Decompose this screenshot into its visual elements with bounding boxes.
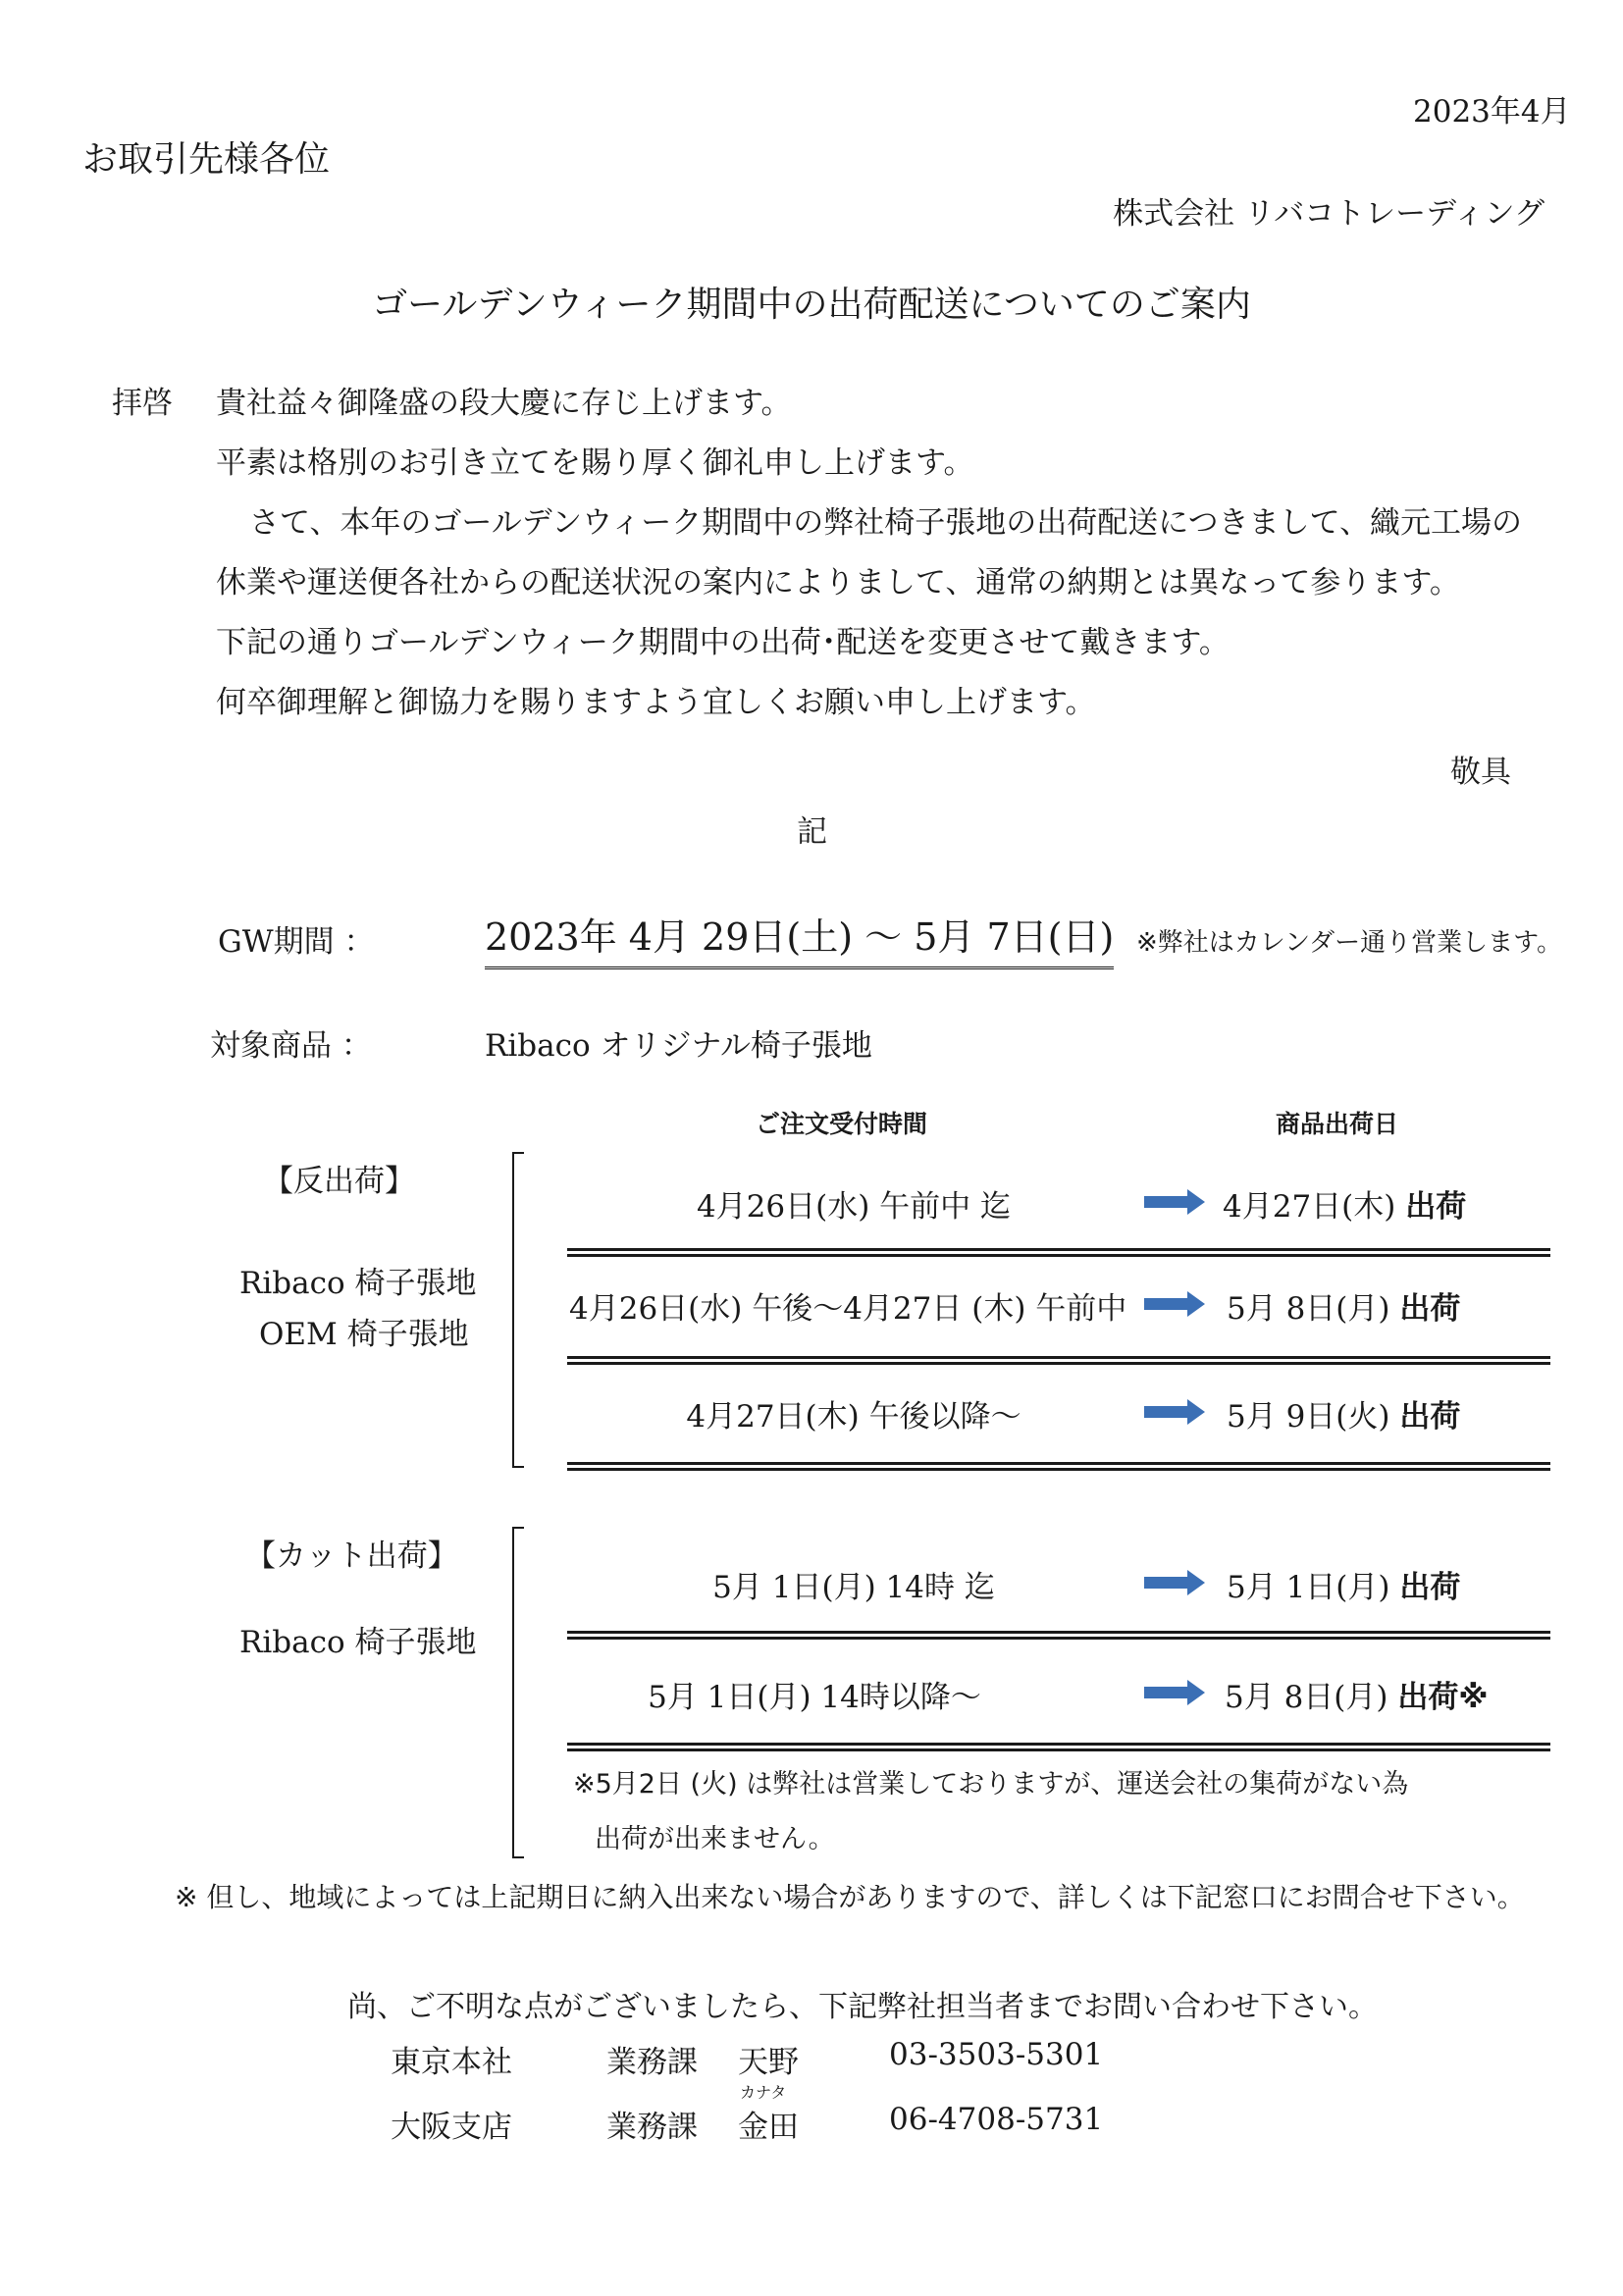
contact-name-ruby: カナタ xyxy=(740,2083,787,2102)
row-divider xyxy=(567,1631,1550,1640)
greeting-line: 下記の通りゴールデンウィーク期間中の出荷･配送を変更させて戴きます。 xyxy=(216,625,1230,660)
tan-heading: 【反出荷】 xyxy=(263,1164,415,1199)
cut-heading: 【カット出荷】 xyxy=(245,1539,458,1574)
greeting-line: 貴社益々御隆盛の段大慶に存じ上げます。 xyxy=(216,386,792,421)
header-ship-date: 商品出荷日 xyxy=(1276,1110,1399,1138)
row-divider xyxy=(567,1462,1550,1471)
gw-label: GW期間 ： xyxy=(218,924,375,960)
greeting-closing: 敬具 xyxy=(1450,755,1511,790)
contact-intro: 尚、ご不明な点がございましたら、下記弊社担当者までお問い合わせ下さい。 xyxy=(347,1990,1378,2024)
gw-period: 2023年 4月 29日(土) ～ 5月 7日(日) xyxy=(485,907,1114,969)
target-value: Ribaco オリジナル椅子張地 xyxy=(485,1028,872,1064)
right-arrow-icon xyxy=(1144,1570,1205,1595)
contact-dept: 業務課 xyxy=(606,2045,698,2080)
sender: 株式会社 リバコトレーディング xyxy=(1113,196,1544,232)
contact-phone: 06-4708-5731 xyxy=(889,2102,1104,2137)
target-label: 対象商品 ： xyxy=(210,1028,372,1064)
cut-row-ship-date: 5月 8日(月) xyxy=(1225,1680,1388,1715)
contact-name: 金田 xyxy=(738,2110,799,2145)
tan-row-ship-date: 5月 9日(火) xyxy=(1227,1399,1390,1435)
document-date: 2023年4月 xyxy=(1413,94,1571,130)
cut-item: Ribaco 椅子張地 xyxy=(239,1625,477,1660)
contact-office: 東京本社 xyxy=(391,2045,512,2080)
tan-row-order: 4月26日(水) 午前中 迄 xyxy=(696,1189,1012,1225)
tan-row-ship xyxy=(1223,1181,1466,1226)
cut-row-ship-suffix: 出荷※ xyxy=(1397,1680,1489,1715)
tan-row-ship xyxy=(1227,1391,1460,1435)
right-arrow-icon xyxy=(1144,1399,1205,1425)
greeting-line: 休業や運送便各社からの配送状況の案内によりまして、通常の納期とは異なって参ります。 xyxy=(216,565,1460,600)
cut-row-order: 5月 1日(月) 14時以降～ xyxy=(648,1680,981,1715)
tan-item: OEM 椅子張地 xyxy=(259,1317,469,1352)
cut-row-ship-date: 5月 1日(月) xyxy=(1227,1570,1390,1605)
gw-note: ※弊社はカレンダー通り営業します。 xyxy=(1136,928,1563,958)
tan-row-ship xyxy=(1227,1283,1460,1328)
contact-name: 天野 xyxy=(738,2045,799,2080)
contact-office: 大阪支店 xyxy=(391,2110,512,2145)
header-order-time: ご注文受付時間 xyxy=(756,1110,928,1138)
tan-item: Ribaco 椅子張地 xyxy=(239,1266,477,1301)
greeting-line: 平素は格別のお引き立てを賜り厚く御礼申し上げます。 xyxy=(216,445,974,481)
tan-row-order: 4月27日(木) 午後以降～ xyxy=(686,1399,1021,1435)
tan-row-ship-suffix: 出荷 xyxy=(1399,1399,1461,1435)
document-title: ゴールデンウィーク期間中の出荷配送についてのご案内 xyxy=(372,285,1251,325)
tan-row-ship-suffix: 出荷 xyxy=(1399,1291,1461,1327)
greeting-line: さて、本年のゴールデンウィーク期間中の弊社椅子張地の出荷配送につきまして、織元工場の xyxy=(249,505,1523,541)
right-arrow-icon xyxy=(1144,1680,1205,1705)
tan-row-ship-date: 5月 8日(月) xyxy=(1227,1291,1390,1327)
contact-dept: 業務課 xyxy=(606,2110,698,2145)
right-arrow-icon xyxy=(1144,1189,1205,1215)
cut-row-ship-suffix: 出荷 xyxy=(1399,1570,1461,1605)
tan-row-ship-suffix: 出荷 xyxy=(1405,1189,1467,1225)
cut-row-order: 5月 1日(月) 14時 迄 xyxy=(712,1570,995,1605)
cut-note: ※5月2日 (火) は弊社は営業しておりますが、運送会社の集荷がない為 xyxy=(573,1769,1409,1800)
greeting-line: 何卒御理解と御協力を賜りますよう宜しくお願い申し上げます。 xyxy=(216,685,1096,720)
ki-mark: 記 xyxy=(797,814,827,850)
greeting-opening: 拝啓 xyxy=(112,386,173,421)
row-divider xyxy=(567,1356,1550,1365)
tan-row-order: 4月26日(水) 午後～4月27日 (木) 午前中 xyxy=(569,1291,1127,1327)
row-divider xyxy=(567,1248,1550,1257)
tan-row-ship-date: 4月27日(木) xyxy=(1223,1189,1396,1225)
recipient: お取引先様各位 xyxy=(82,139,331,180)
cut-row-ship xyxy=(1227,1562,1460,1606)
cut-row-ship xyxy=(1225,1672,1489,1716)
caution-note: ※ 但し、地域によっては上記期日に納入出来ない場合がありますので、詳しくは下記窓口にお問合せ下さい。 xyxy=(175,1881,1525,1913)
cut-note: 出荷が出来ません。 xyxy=(595,1824,835,1854)
tan-bracket xyxy=(512,1152,524,1468)
contact-phone: 03-3503-5301 xyxy=(889,2037,1104,2072)
right-arrow-icon xyxy=(1144,1291,1205,1317)
row-divider xyxy=(567,1743,1550,1751)
